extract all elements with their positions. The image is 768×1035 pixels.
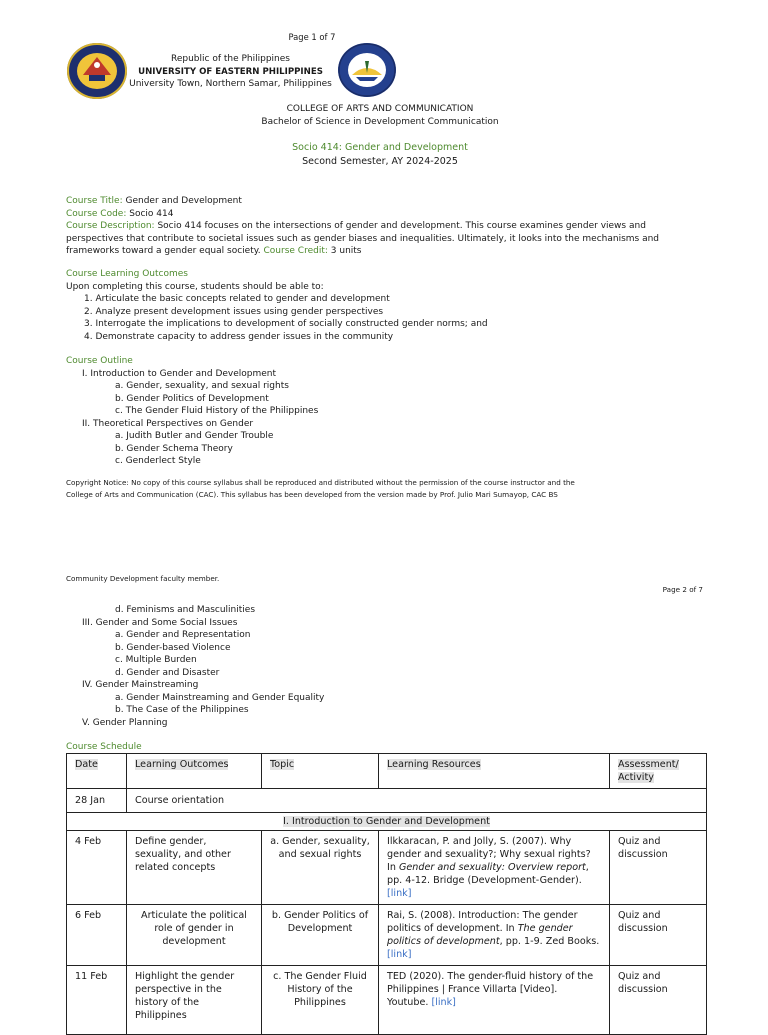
outline-item: III. Gender and Some Social Issues (82, 617, 238, 628)
outline-item: I. Introduction to Gender and Development (82, 368, 277, 379)
outline-item: V. Gender Planning (82, 717, 168, 728)
outcome-cell: Define gender, sexuality, and other related concepts (127, 831, 262, 905)
outcome-cell: Articulate the political role of gender in development (127, 905, 262, 966)
outline-item: IV. Gender Mainstreaming (82, 680, 199, 690)
course-description-line3 (66, 245, 716, 258)
table-row (67, 905, 707, 966)
program-name: Bachelor of Science in Development Communication (261, 116, 499, 127)
topic-cell: c. The Gender Fluid History of the Philippines (262, 966, 379, 1035)
course-code-label: Course Code: (66, 208, 127, 219)
section-row (67, 813, 707, 831)
assessment-cell: Quiz and discussion (610, 905, 707, 966)
resource-link[interactable]: [link] (431, 997, 456, 1008)
outline-subitem: b. Gender Politics of Development (115, 393, 269, 404)
university-seal-icon (67, 43, 127, 99)
course-title-line (66, 195, 716, 208)
copyright-notice-line2: College of Arts and Communication (CAC). This syllabus has been developed from the version made by Prof. Julio Mari Sumayop, CAC BS (66, 489, 558, 499)
learning-outcome-item: 4. Demonstrate capacity to address gender issues in the community (84, 331, 394, 342)
table-header-cell: Learning Outcomes (127, 754, 262, 789)
course-schedule-table (66, 753, 707, 1035)
outline-subitem: a. Judith Butler and Gender Trouble (115, 431, 274, 441)
table-header-row (67, 754, 707, 789)
university-address: University Town, Northern Samar, Philippines (129, 79, 332, 89)
course-credit-label: Course Credit: (263, 246, 328, 256)
page-number: Page 1 of 7 (288, 32, 336, 42)
table-header-cell: Date (67, 754, 127, 789)
outcome-cell: Highlight the gender perspective in the history of the Philippines (127, 966, 262, 1035)
learning-outcome-item: 1. Articulate the basic concepts related to gender and development (84, 294, 390, 304)
copyright-notice-line3: Community Development faculty member. (66, 574, 220, 583)
outline-subitem: d. Feminisms and Masculinities (115, 605, 256, 615)
date-cell: 6 Feb (67, 905, 127, 966)
course-heading: Socio 414: Gender and Development (292, 142, 468, 153)
outline-subitem: c. The Gender Fluid History of the Philippines (115, 406, 319, 416)
course-title-value: Gender and Development (125, 196, 242, 206)
learning-outcomes-list (66, 293, 716, 343)
table-row (67, 789, 707, 813)
course-code-line (66, 208, 716, 221)
outline-subitem: d. Gender and Disaster (115, 667, 220, 678)
resource-link[interactable]: [link] (387, 949, 412, 960)
table-row (67, 831, 707, 905)
table-header-cell: Assessment/ Activity (610, 754, 707, 789)
learning-outcomes-intro: Upon completing this course, students should be able to: (66, 281, 324, 292)
table-header-cell: Learning Resources (379, 754, 610, 789)
outline-subitem: c. Multiple Burden (115, 655, 197, 665)
course-description-text1: Socio 414 focuses on the intersections of gender and development. This course examines gender views and (157, 221, 646, 231)
section-cell: I. Introduction to Gender and Development (67, 813, 707, 831)
course-description-line1 (66, 220, 716, 233)
learning-outcome-item: 2. Analyze present development issues using gender perspectives (84, 306, 384, 317)
learning-outcomes-heading: Course Learning Outcomes (66, 269, 188, 279)
course-title-label: Course Title: (66, 196, 123, 206)
date-cell: 4 Feb (67, 831, 127, 905)
outline-subitem: a. Gender Mainstreaming and Gender Equality (115, 692, 325, 703)
table-header-cell: Topic (262, 754, 379, 789)
date-cell: 11 Feb (67, 966, 127, 1035)
outline-subitem: b. Gender-based Violence (115, 642, 231, 653)
page-number: Page 2 of 7 (662, 585, 703, 594)
course-description-text2: perspectives that contribute to societal issues such as gender biases and inequalities. Ultimately, it looks into the mechanisms and (66, 233, 660, 244)
assessment-cell: Quiz and discussion (610, 831, 707, 905)
topic-cell: b. Gender Politics of Development (262, 905, 379, 966)
assessment-cell: Quiz and discussion (610, 966, 707, 1035)
course-schedule-heading: Course Schedule (66, 742, 142, 752)
copyright-notice-line1: Copyright Notice: No copy of this course syllabus shall be reproduced and distributed without the permission of the course instructor and the (66, 478, 575, 487)
outline-subitem: c. Genderlect Style (115, 456, 201, 466)
learning-outcome-item: 3. Interrogate the implications to development of socially constructed gender norms; and (84, 319, 488, 329)
topic-cell: a. Gender, sexuality, and sexual rights (262, 831, 379, 905)
republic-text: Republic of the Philippines (171, 54, 290, 64)
resource-cell: Ilkkaracan, P. and Jolly, S. (2007). Why gender and sexuality?; Why sexual rights? In Gender and sexuality: Overview report, pp. 4-12. Bridge (Development-Gender). [link] (379, 831, 610, 905)
university-seal-logo (67, 43, 127, 99)
resource-cell: Rai, S. (2008). Introduction: The gender politics of development. In The gender politics of development, pp. 1-9. Zed Books. [link] (379, 905, 610, 966)
course-description-label: Course Description: (66, 221, 155, 231)
table-row (67, 966, 707, 1035)
outline-subitem: b. The Case of the Philippines (115, 705, 249, 715)
date-cell: 28 Jan (67, 789, 127, 813)
resource-link[interactable]: [link] (387, 888, 412, 899)
resource-cell: TED (2020). The gender-fluid history of the Philippines | France Villarta [Video]. Youtube. [link] (379, 966, 610, 1035)
university-name: UNIVERSITY OF EASTERN PHILIPPINES (138, 66, 323, 77)
course-credit-value: 3 units (330, 246, 362, 256)
outline-subitem: a. Gender and Representation (115, 630, 251, 640)
course-code-value: Socio 414 (129, 208, 174, 219)
outline-item: II. Theoretical Perspectives on Gender (82, 418, 254, 429)
course-description-text3: frameworks toward a gender equal society. (66, 246, 261, 256)
outline-subitem: a. Gender, sexuality, and sexual rights (115, 381, 289, 391)
college-seal-logo (338, 43, 396, 97)
course-outline-heading: Course Outline (66, 356, 133, 366)
semester-text: Second Semester, AY 2024-2025 (302, 156, 458, 167)
orientation-cell: Course orientation (127, 789, 707, 813)
college-seal-icon (338, 43, 396, 97)
outline-subitem: b. Gender Schema Theory (115, 443, 233, 454)
college-name: COLLEGE OF ARTS AND COMMUNICATION (286, 104, 474, 114)
